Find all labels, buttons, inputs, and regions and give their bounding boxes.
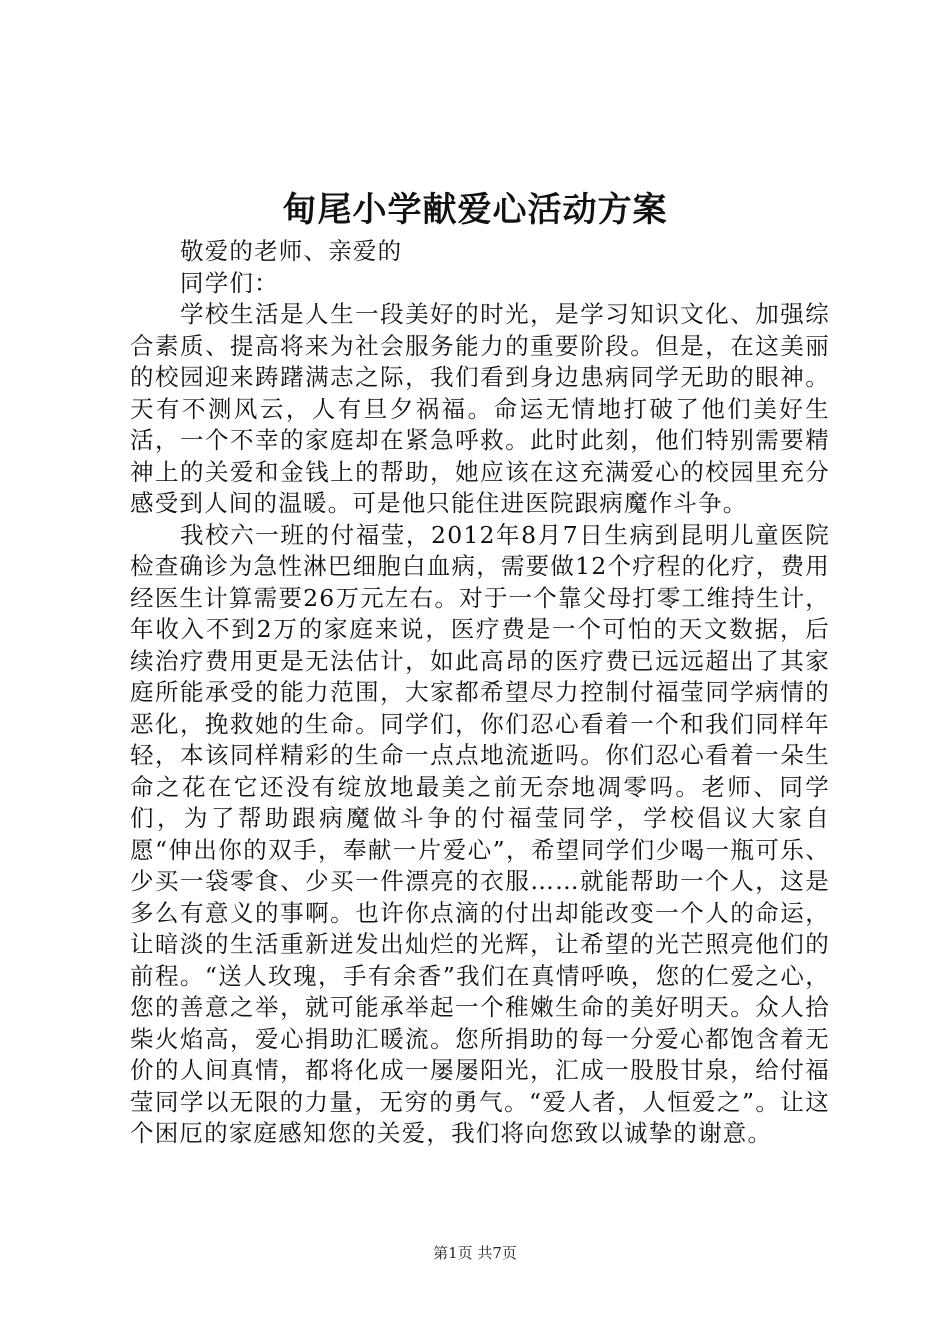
salutation-line-2: 同学们： — [180, 268, 279, 297]
document-title: 甸尾小学献爱心活动方案 — [282, 190, 668, 230]
paragraph-2: 我校六一班的付福莹，2012年8月7日生病到昆明儿童医院检查确诊为急性淋巴细胞白血病，需要做12个疗程的化疗，费用经医生计算需要26万元左右。对于一个靠父母打零工维持生计，年收入不到2万的家庭来说，医疗费是一个可怕的天文数据，后续治疗费用更是无法估计，如此高昂的医疗费已远远超出了其家庭所能承受的能力范围，大家都希望尽力控制付福莹同学病情的恶化，挽救她的生命。同学们，你们忍心看着一个和我们同样年轻，本该同样精彩的生命一点点地流逝吗。你们忍心看着一朵生命之花在它还没有绽放地最美之前无奈地凋零吗。老师、同学们，为了帮助跟病魔做斗争的付福莹同学，学校倡议大家自愿“伸出你的双手，奉献一片爱心”，希望同学们少喝一瓶可乐、少买一袋零食、少买一件漂亮的衣服……就能帮助一个人，这是多么有意义的事啊。也许你点滴的付出却能改变一个人的命运，让暗淡的生活重新迸发出灿烂的光辉，让希望的光芒照亮他们的前程。“送人玫瑰，手有余香”我们在真情呼唤，您的仁爱之心，您的善意之举，就可能承举起一个稚嫩生命的美好明天。众人拾柴火焰高，爱心捐助汇暖流。您所捐助的每一分爱心都饱含着无价的人间真情，都将化成一屡屡阳光，汇成一股股甘泉，给付福莹同学以无限的力量，无穷的勇气。“爱人者，人恒爱之”。让这个困厄的家庭感知您的关爱，我们将向您致以诚挚的谢意。 — [130, 520, 830, 1147]
salutation-line-1: 敬爱的老师、亲爱的 — [180, 237, 403, 265]
document-body — [130, 236, 830, 1150]
page-number-footer: 第1页 共7页 — [433, 1244, 517, 1262]
paragraph-1: 学校生活是人生一段美好的时光，是学习知识文化、加强综合素质、提高将来为社会服务能力的重要阶段。但是，在这美丽的校园迎来踌躇满志之际，我们看到身边患病同学无助的眼神。天有不测风云，人有旦夕祸福。命运无情地打破了他们美好生活，一个不幸的家庭却在紧急呼救。此时此刻，他们特别需要精神上的关爱和金钱上的帮助，她应该在这充满爱心的校园里充分感受到人间的温暖。可是他只能住进医院跟病魔作斗争。 — [130, 300, 830, 517]
